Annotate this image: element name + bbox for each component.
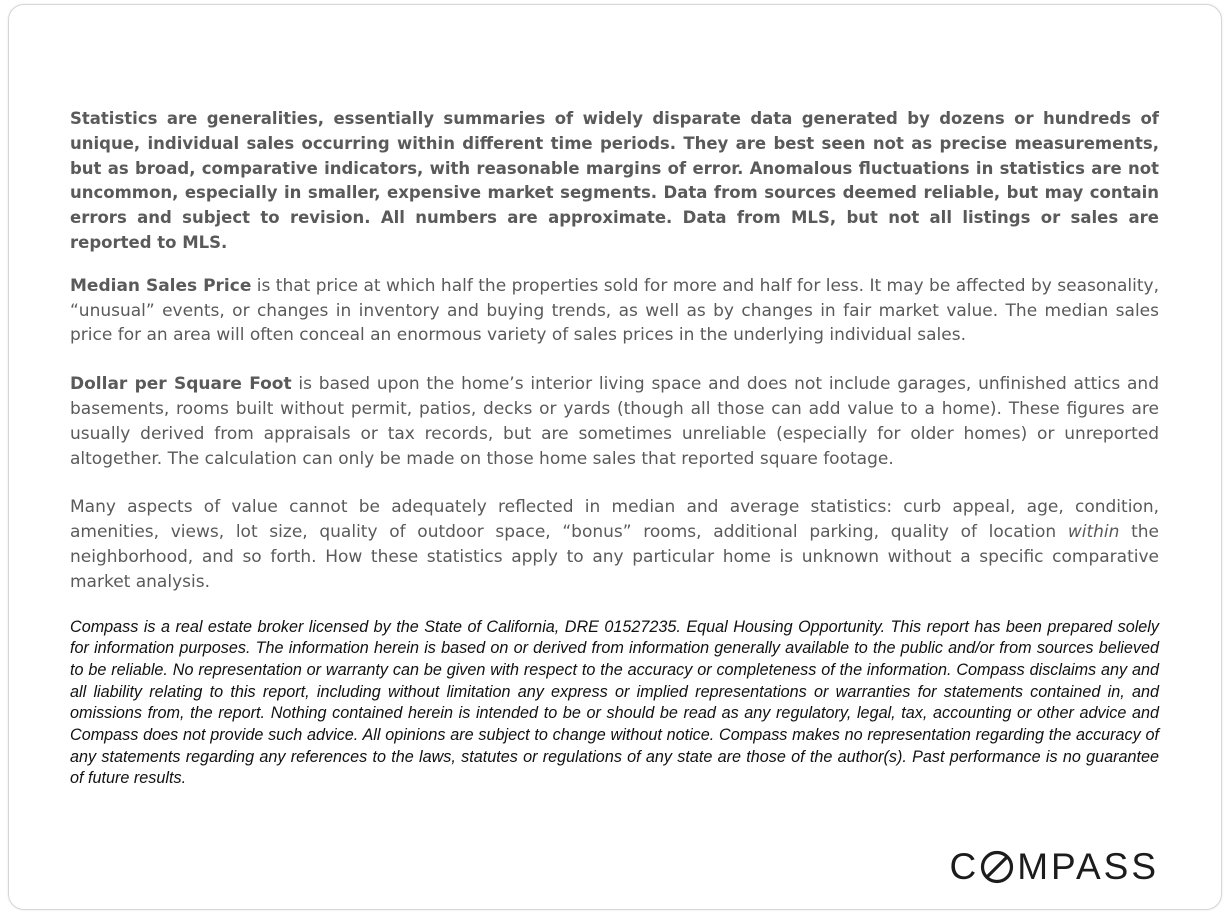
logo-letter-c: C xyxy=(949,846,980,887)
logo-letters-mpass: MPASS xyxy=(1017,846,1159,887)
dollar-per-square-foot-paragraph xyxy=(70,372,1159,471)
aspects-of-value-paragraph xyxy=(70,495,1159,594)
content-area xyxy=(70,107,1159,790)
aspects-emphasis: within xyxy=(1067,522,1120,543)
dollar-per-square-foot-term: Dollar per Square Foot xyxy=(70,374,292,395)
dollar-per-square-foot-text: is based upon the home’s interior living space and does not include garages, unfinished attics and basements, rooms built without permit, patios, decks or yards (though all those can add value to a home). These figures are usually derived from appraisals or tax records, but are sometimes unreliable (especially for older homes) or unreported altogether. The calculation can only be made on those home sales that reported square footage. xyxy=(70,374,1159,469)
median-sales-price-paragraph xyxy=(70,274,1159,348)
slide-frame xyxy=(8,4,1222,910)
aspects-text-before: Many aspects of value cannot be adequately reflected in median and average statistics: curb appeal, age, condition, amenities, views, lot size, quality of outdoor space, “bonus” rooms, additional parking, quality of location xyxy=(70,497,1159,543)
aspects-text-after: the neighborhood, and so forth. How these statistics apply to any particular home is unknown without a specific comparative market analysis. xyxy=(70,522,1159,592)
compass-logo xyxy=(949,847,1159,887)
intro-paragraph: Statistics are generalities, essentially summaries of widely disparate data generated by dozens or hundreds of unique, individual sales occurring within different time periods. They are best seen not as precise measurements, but as broad, comparative indicators, with reasonable margins of error. Anomalous fluctuations in statistics are not uncommon, especially in smaller, expensive market segments. Data from sources deemed reliable, but may contain errors and subject to revision. All numbers are approximate. Data from MLS, but not all listings or sales are reported to MLS. xyxy=(70,109,1159,252)
compass-needle-o-icon xyxy=(980,850,1014,884)
median-sales-price-term: Median Sales Price xyxy=(70,275,252,296)
median-sales-price-text: is that price at which half the properties sold for more and half for less. It may be affected by seasonality, “unusual” events, or changes in inventory and buying trends, as well as by changes in fair market value. The median sales price for an area will often conceal an enormous variety of sales prices in the underlying individual sales. xyxy=(70,275,1160,346)
legal-disclaimer: Compass is a real estate broker licensed by the State of California, DRE 01527235. Equal Housing Opportunity. This report has been prepared solely for information purposes. The information herein is based on or derived from information generally available to the public and/or from sources believed to be reliable. No representation or warranty can be given with respect to the accuracy or completeness of the information. Compass disclaims any and all liability relating to this report, including without limitation any express or implied representations or warranties for statements contained in, and omissions from, the report. Nothing contained herein is intended to be or should be read as any regulatory, legal, tax, accounting or other advice and Compass does not provide such advice. All opinions are subject to change without notice. Compass makes no representation regarding the accuracy of any statements regarding any references to the laws, statutes or regulations of any state are those of the author(s). Past performance is no guarantee of future results. xyxy=(70,617,1159,788)
